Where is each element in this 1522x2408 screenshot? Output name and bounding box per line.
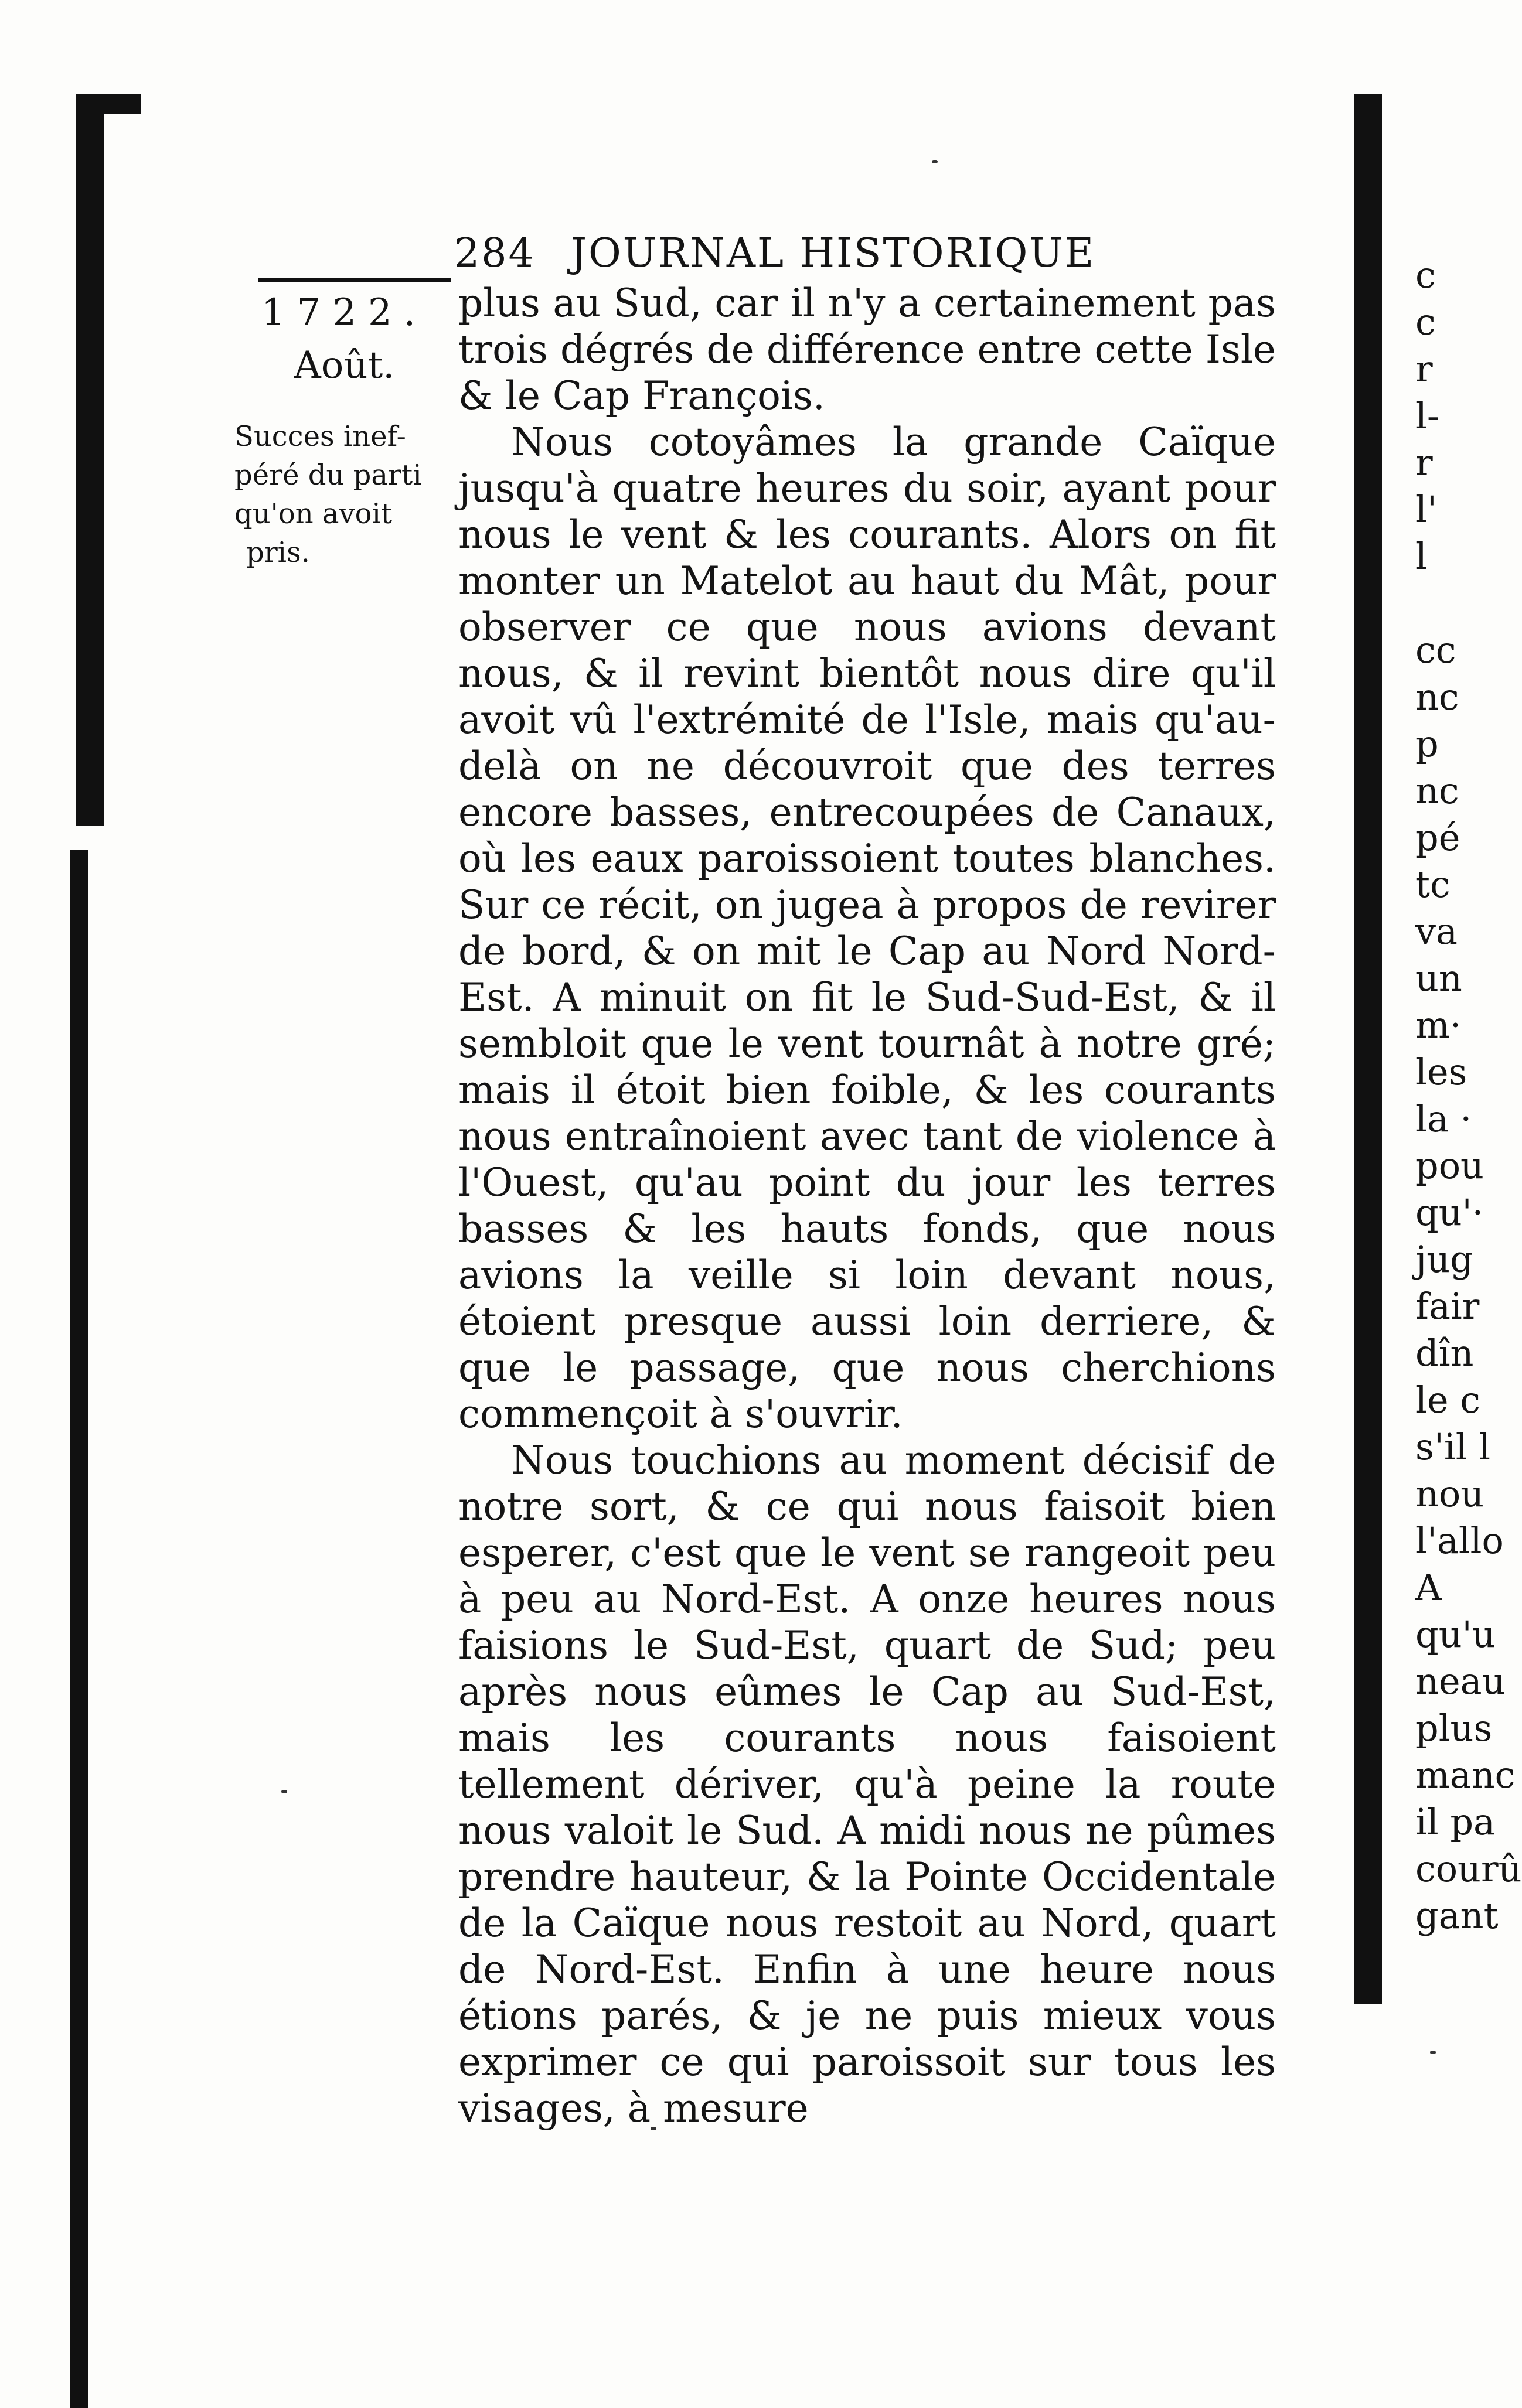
- facing-page-fragment: la ·: [1415, 1097, 1472, 1140]
- facing-page-fragment: nou: [1415, 1472, 1484, 1515]
- facing-page-fragment: r: [1415, 347, 1433, 390]
- margin-note-line: péré du parti: [234, 459, 422, 492]
- facing-page-fragment: qu'u: [1415, 1613, 1496, 1656]
- facing-page-edge: [1354, 94, 1382, 2004]
- facing-page-fragment: c: [1415, 254, 1436, 296]
- facing-page-fragment: cc: [1415, 629, 1456, 671]
- running-header: [454, 224, 1272, 283]
- facing-page-fragment: qu'·: [1415, 1191, 1484, 1234]
- header-rule: [258, 278, 451, 282]
- facing-page-fragment: A: [1415, 1566, 1442, 1609]
- facing-page-fragment: l: [1415, 535, 1427, 578]
- facing-page-fragment: fair: [1415, 1285, 1480, 1328]
- binding-edge-top: [76, 94, 104, 826]
- facing-page-fragment: l-: [1415, 394, 1439, 437]
- facing-page-fragment: r: [1415, 441, 1433, 484]
- facing-page-fragment: tc: [1415, 863, 1451, 906]
- margin-month: Août.: [294, 344, 395, 387]
- facing-page-fragment: jug: [1415, 1238, 1473, 1281]
- facing-page-fragment: plus: [1415, 1707, 1493, 1749]
- facing-page-fragment: nc: [1415, 769, 1459, 812]
- facing-page-fragment: [1415, 580, 1503, 627]
- body-text: [458, 280, 1276, 2131]
- margin-note-line: pris.: [246, 536, 310, 569]
- margin-note: [234, 417, 454, 572]
- speck-1: [932, 160, 938, 163]
- facing-page-fragment: les: [1415, 1050, 1467, 1093]
- speck-4: [1430, 2051, 1436, 2054]
- facing-page-fragment: p: [1415, 722, 1439, 765]
- facing-page-fragment: gant: [1415, 1894, 1499, 1937]
- speck-3: [281, 1790, 287, 1793]
- facing-page-fragment: il pa: [1415, 1800, 1496, 1843]
- margin-note-line: Succes inef-: [234, 420, 406, 453]
- facing-page-fragment: un: [1415, 957, 1462, 1000]
- facing-page-fragment: c: [1415, 301, 1436, 343]
- facing-page-fragment: m·: [1415, 1004, 1462, 1046]
- facing-page-fragment: pou: [1415, 1144, 1484, 1187]
- binding-edge-cap: [76, 94, 141, 114]
- margin-year: 1722.: [261, 291, 428, 335]
- facing-page-fragment: va: [1415, 910, 1458, 953]
- paragraph-2: Nous cotoyâmes la grande Caïque jusqu'à quatre heures du soir, ayant pour nous le vent & les courants. Alors on fit monter un Matelot au haut du Mât, pour observer ce que nous avions devant nous, & il revint bientôt nous dire qu'il avoit vû l'extrémité de l'Isle, mais qu'au-delà on ne découvroit que des terres encore basses, entrecoupées de Canaux, où les eaux paroissoient toutes blanches. Sur ce récit, on jugea à propos de revirer de bord, & on mit le Cap au Nord Nord-Est. A minuit on fit le Sud-Sud-Est, & il sembloit que le vent tournât à notre gré; mais il étoit bien foible, & les courants nous entraînoient avec tant de violence à l'Ouest, qu'au point du jour les terres basses & les hauts fonds, que nous avions la veille si loin devant nous, étoient presque aussi loin derriere, & que le passage, que nous cherchions commençoit à s'ouvrir.: [458, 419, 1276, 1437]
- facing-page-fragment: courû: [1415, 1847, 1522, 1890]
- paragraph-1: plus au Sud, car il n'y a certainement pas trois dégrés de différence entre cette Isle & le Cap François.: [458, 281, 1276, 418]
- facing-page-fragment: nc: [1415, 676, 1459, 718]
- binding-edge-bottom: [70, 850, 88, 2408]
- paragraph-3: Nous touchions au moment décisif de notre sort, & ce qui nous faisoit bien esperer, c'est que le vent se rangeoit peu à peu au Nord-Est. A onze heures nous faisions le Sud-Est, quart de Sud; peu après nous eûmes le Cap au Sud-Est, mais les courants nous faisoient tellement dériver, qu'à peine la route nous valoit le Sud. A midi nous ne pûmes prendre hauteur, & la Pointe Occidentale de la Caïque nous restoit au Nord, quart de Nord-Est. Enfin à une heure nous étions parés, & je ne puis mieux vous exprimer ce qui paroissoit sur tous les visages, à mesure: [458, 1438, 1276, 2131]
- facing-page-fragment: le c: [1415, 1379, 1480, 1421]
- facing-page-fragments: [1415, 252, 1522, 1939]
- facing-page-fragment: neau: [1415, 1660, 1506, 1703]
- facing-page-fragment: s'il l: [1415, 1425, 1491, 1468]
- facing-page-fragment: pé: [1415, 816, 1460, 859]
- facing-page-fragment: l': [1415, 488, 1437, 531]
- facing-page-fragment: l'allo: [1415, 1519, 1504, 1562]
- facing-page-fragment: manc: [1415, 1754, 1516, 1796]
- margin-note-line: qu'on avoit: [234, 497, 393, 530]
- facing-page-fragment: dîn: [1415, 1332, 1474, 1374]
- page-number: 284: [454, 230, 536, 277]
- running-title: JOURNAL HISTORIQUE: [570, 230, 1096, 277]
